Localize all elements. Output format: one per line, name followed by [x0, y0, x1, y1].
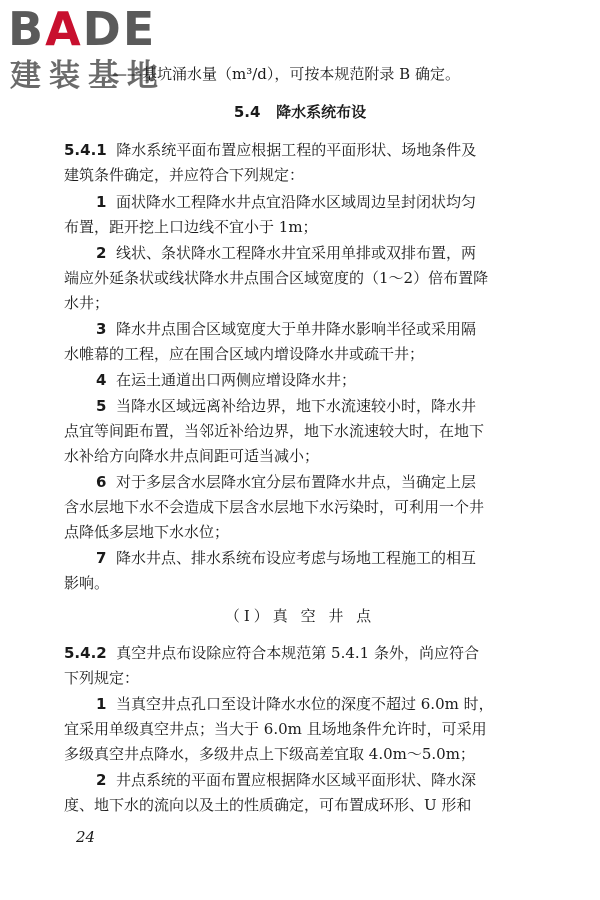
list-item [96, 243, 476, 263]
list-item-continuation: 影响。 [64, 574, 110, 592]
clause-5-4-2-line-2: 下列规定： [64, 669, 140, 687]
list-item-continuation: 多级真空井点降水，多级井点上下级高差宜取 4.0m～5.0m； [64, 745, 475, 763]
list-item [96, 472, 476, 492]
list-item [96, 548, 476, 568]
list-item-continuation: 水补给方向降水井点间距可适当减小； [64, 447, 320, 465]
item-text: 在运土通道出口两侧应增设降水井； [115, 371, 356, 389]
item-text: 当降水区域远离补给边界，地下水流速较小时，降水井 [115, 397, 476, 415]
item-number: 5 [96, 397, 107, 415]
item-number: 3 [96, 320, 107, 338]
clause-text: 降水系统平面布置应根据工程的平面形状、场地条件及 [116, 141, 477, 159]
item-number: 7 [96, 549, 107, 567]
page-number: 24 [76, 828, 96, 846]
clause-5-4-1-line-2: 建筑条件确定，并应符合下列规定： [64, 166, 305, 184]
list-item [96, 770, 476, 790]
clause-number: 5.4.1 [64, 141, 107, 159]
list-item-continuation: 点宜等间距布置，当邻近补给边界，地下水流速较大时，在地下 [64, 422, 485, 440]
list-item [96, 694, 494, 714]
item-text: 降水井点围合区域宽度大于单井降水影响半径或采用隔 [115, 320, 476, 338]
clause-5-4-2-line-1 [64, 643, 479, 663]
list-item [96, 396, 476, 416]
item-number: 1 [96, 193, 107, 211]
item-text: 面状降水工程降水井点宜沿降水区域周边呈封闭状均匀 [115, 193, 476, 211]
list-item-continuation: 宜采用单级真空井点；当大于 6.0m 且场地条件允许时，可采用 [64, 720, 487, 738]
logo-wordmark [8, 4, 156, 54]
previous-clause-fragment: ——基坑涌水量（m³/d），可按本规范附录 B 确定。 [112, 65, 460, 83]
list-item-continuation: 含水层地下水不会造成下层含水层地下水污染时，可利用一个井 [64, 498, 485, 516]
list-item-continuation: 布置，距开挖上口边线不宜小于 1m； [64, 218, 318, 236]
logo-accent-letter: A [45, 2, 83, 56]
list-item-continuation: 度、地下水的流向以及土的性质确定，可布置成环形、U 形和 [64, 796, 472, 814]
clause-number: 5.4.2 [64, 644, 107, 662]
list-item-continuation: 点降低多层地下水水位； [64, 523, 230, 541]
item-number: 2 [96, 771, 107, 789]
section-number: 5.4 [233, 103, 261, 121]
item-text: 当真空井点孔口至设计降水水位的深度不超过 6.0m 时， [115, 695, 494, 713]
item-text: 对于多层含水层降水宜分层布置降水井点，当确定上层 [115, 473, 476, 491]
list-item [96, 370, 356, 390]
section-title: 降水系统布设 [276, 103, 367, 121]
item-number: 2 [96, 244, 107, 262]
logo-suffix: DE [82, 2, 157, 56]
list-item-continuation: 水帷幕的工程，应在围合区域内增设降水井或疏干井； [64, 345, 425, 363]
item-number: 1 [96, 695, 107, 713]
list-item [96, 319, 476, 339]
item-text: 井点系统的平面布置应根据降水区域平面形状、降水深 [115, 771, 476, 789]
clause-text: 真空井点布设除应符合本规范第 5.4.1 条外，尚应符合 [116, 644, 479, 662]
logo-prefix: B [8, 2, 46, 56]
subsection-heading: （Ⅰ）真 空 井 点 [224, 607, 376, 625]
list-item-continuation: 水井； [64, 294, 110, 312]
item-text: 线状、条状降水工程降水井宜采用单排或双排布置，两 [115, 244, 476, 262]
item-number: 4 [96, 371, 107, 389]
list-item [96, 192, 476, 212]
logo-subtitle: 建装基地 [10, 58, 166, 94]
list-item-continuation: 端应外延条状或线状降水井点围合区域宽度的（1～2）倍布置降 [64, 269, 489, 287]
clause-5-4-1-line-1 [64, 140, 476, 160]
section-heading [0, 102, 600, 122]
item-text: 降水井点、排水系统布设应考虑与场地工程施工的相互 [115, 549, 476, 567]
item-number: 6 [96, 473, 107, 491]
